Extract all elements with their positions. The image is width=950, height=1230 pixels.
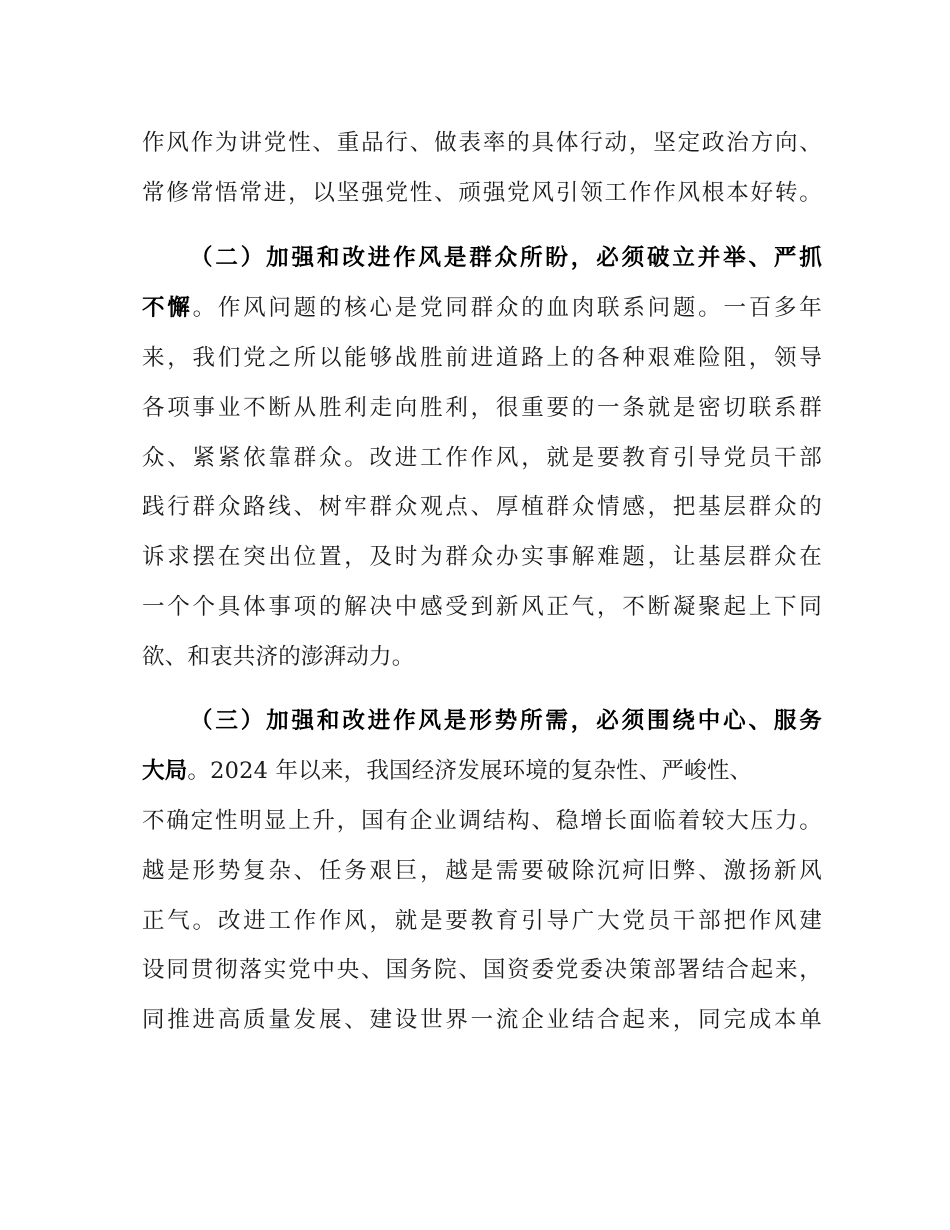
text-line: 来，我们党之所以能够战胜前进道路上的各种艰难险阻，领导 <box>142 345 822 371</box>
section-heading-continued: 大局 <box>142 758 188 784</box>
text-line <box>142 288 822 328</box>
text-line: 诉求摆在突出位置，及时为群众办实事解难题，让基层群众在 <box>142 544 822 570</box>
section-heading: （二）加强和改进作风是群众所盼，必须破立并举、严抓 <box>190 245 822 271</box>
text-line: 不确定性明显上升，国有企业调结构、稳增长面临着较大压力。 <box>142 808 822 834</box>
text-span: 。2024 年以来，我国经济发展环境的复杂性、严峻性、 <box>187 758 753 784</box>
text-line: 众、紧紧依靠群众。改进工作作风，就是要教育引导党员干部 <box>142 445 822 471</box>
text-line: 常修常悟常进，以坚强党性、顽强党风引领工作作风根本好转。 <box>142 180 822 206</box>
text-line: 同推进高质量发展、建设世界一流企业结合起来，同完成本单 <box>142 1007 822 1033</box>
text-line: 践行群众路线、树牢群众观点、厚植群众情感，把基层群众的 <box>142 494 822 520</box>
section-heading-continued: 不懈 <box>142 295 193 321</box>
text-line: 越是形势复杂、任务艰巨，越是需要破除沉疴旧弊、激扬新风 <box>142 858 822 884</box>
text-line: 正气。改进工作作风，就是要教育引导广大党员干部把作风建 <box>142 908 822 934</box>
text-line: 作风作为讲党性、重品行、做表率的具体行动，坚定政治方向、 <box>142 130 822 156</box>
text-line: 设同贯彻落实党中央、国务院、国资委党委决策部署结合起来， <box>142 957 822 983</box>
text-line: 各项事业不断从胜利走向胜利，很重要的一条就是密切联系群 <box>142 395 822 421</box>
text-line: 一个个具体事项的解决中感受到新风正气，不断凝聚起上下同 <box>142 594 822 620</box>
section-heading: （三）加强和改进作风是形势所需，必须围绕中心、服务 <box>190 708 822 734</box>
text-line <box>142 751 822 791</box>
text-line: 欲、和衷共济的澎湃动力。 <box>142 644 415 670</box>
text-span: 。作风问题的核心是党同群众的血肉联系问题。一百多年 <box>192 295 822 321</box>
